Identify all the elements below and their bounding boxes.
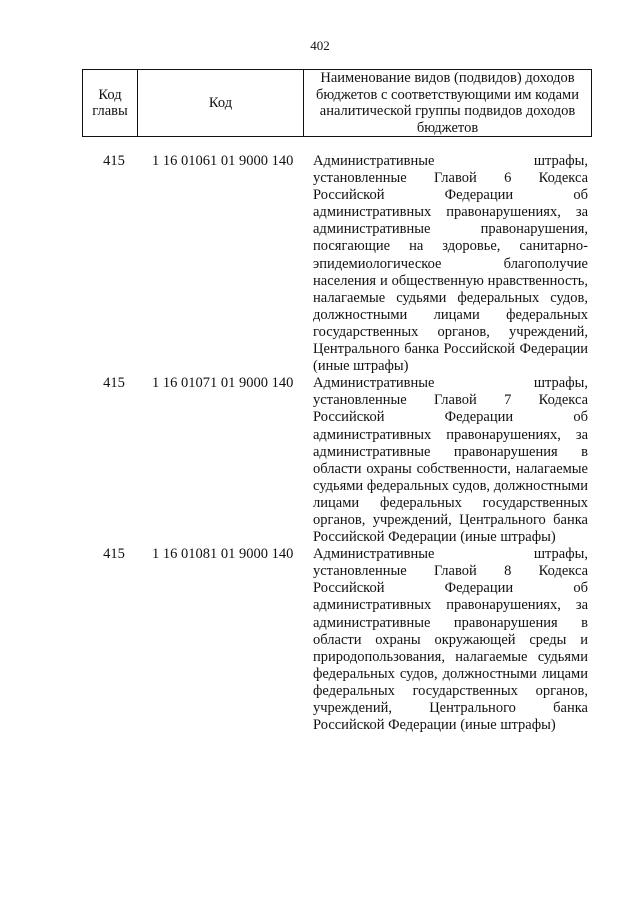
header-income-name: Наименование видов (подвидов) доходов бюджетов с соответствующими им кодами аналитической группы подвидов доходов бюджетов — [304, 70, 592, 137]
table-row — [0, 546, 640, 734]
income-rows — [0, 153, 640, 734]
row-chapter-code: 415 — [103, 546, 125, 563]
table-row — [0, 153, 640, 375]
header-code: Код — [138, 70, 304, 137]
row-income-name: Административные штрафы, установленные Главой 7 Кодекса Российской Федерации об административных правонарушениях, за административные правонарушения в области охраны собственности, налагаемые судьями федеральных судов, должностными лицами федеральных государственных органов, учреждений, Центрального банка Российской Федерации (иные штрафы) — [313, 375, 588, 546]
row-chapter-code: 415 — [103, 375, 125, 392]
column-header-table — [82, 69, 592, 137]
row-chapter-code: 415 — [103, 153, 125, 169]
row-budget-code: 1 16 01081 01 9000 140 — [152, 546, 294, 563]
row-budget-code: 1 16 01061 01 9000 140 — [152, 153, 294, 169]
header-chapter-code: Код главы — [83, 70, 138, 137]
row-income-name: Административные штрафы, установленные Главой 8 Кодекса Российской Федерации об административных правонарушениях, за административные правонарушения в области охраны окружающей среды и природопользования, налагаемые судьями федеральных судов, должностными лицами федеральных государственных органов, учреждений, Центрального банка Российской Федерации (иные штрафы) — [313, 546, 588, 734]
page-number: 402 — [310, 38, 330, 53]
row-income-name: Административные штрафы, установленные Главой 6 Кодекса Российской Федерации об административных правонарушениях, за административные правонарушения, посягающие на здоровье, санитарно-эпидемиологическое благополучие населения и общественную нравственность, налагаемые судьями федеральных судов, должностными лицами федеральных государственных органов, учреждений, Центрального банка Российской Федерации (иные штрафы) — [313, 153, 588, 375]
row-budget-code: 1 16 01071 01 9000 140 — [152, 375, 294, 392]
table-row — [0, 375, 640, 546]
header-row — [83, 70, 592, 137]
